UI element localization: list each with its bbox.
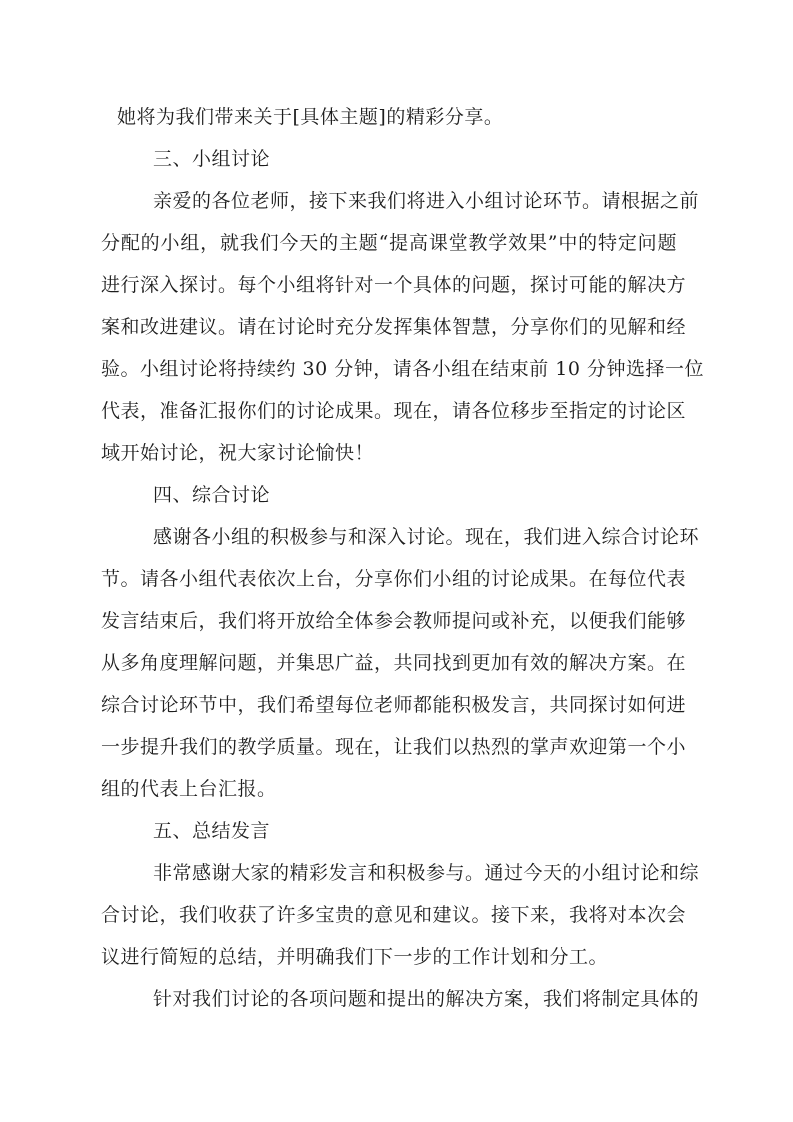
paragraph-summary	[101, 852, 700, 978]
text-line: 非常感谢大家的精彩发言和积极参与。通过今天的小组讨论和综	[153, 862, 700, 884]
text-block	[101, 96, 705, 1020]
text-line: 组的代表上台汇报。	[101, 778, 277, 800]
text-line: 议进行简短的总结，并明确我们下一步的工作计划和分工。	[101, 946, 609, 968]
text-line: 一步提升我们的教学质量。现在，让我们以热烈的掌声欢迎第一个小	[101, 736, 687, 758]
text-line: 从多角度理解问题，并集思广益，共同找到更加有效的解决方案。在	[101, 652, 687, 674]
text-line: 针对我们讨论的各项问题和提出的解决方案，我们将制定具体的	[153, 988, 700, 1010]
text-line: 三、小组讨论	[153, 148, 271, 170]
text-line: 案和改进建议。请在讨论时充分发挥集体智慧，分享你们的见解和经	[101, 316, 687, 338]
text-line: 合讨论，我们收获了许多宝贵的意见和建议。接下来，我将对本次会	[101, 904, 687, 926]
text-line: 代表，准备汇报你们的讨论成果。现在，请各位移步至指定的讨论区	[101, 400, 687, 422]
text-line: 发言结束后，我们将开放给全体参会教师提问或补充，以便我们能够	[101, 610, 687, 632]
paragraph-carryover	[101, 96, 677, 138]
text-line: 节。请各小组代表依次上台，分享你们小组的讨论成果。在每位代表	[101, 568, 687, 590]
text-line: 感谢各小组的积极参与和深入讨论。现在，我们进入综合讨论环	[153, 526, 700, 548]
text-line: 分配的小组，就我们今天的主题“提高课堂教学效果”中的特定问题	[101, 232, 677, 254]
text-line: 四、综合讨论	[153, 484, 271, 506]
text-line: 五、总结发言	[153, 820, 271, 842]
text-line: 验。小组讨论将持续约 30 分钟，请各小组在结束前 10 分钟选择一位	[101, 358, 705, 380]
heading-section-5	[101, 810, 677, 852]
text-line: 域开始讨论，祝大家讨论愉快！	[101, 442, 375, 464]
text-line: 亲爱的各位老师，接下来我们将进入小组讨论环节。请根据之前	[153, 190, 700, 212]
heading-section-3	[101, 138, 677, 180]
text-line: 综合讨论环节中，我们希望每位老师都能积极发言，共同探讨如何进	[101, 694, 687, 716]
text-line: 她将为我们带来关于[具体主题]的精彩分享。	[117, 106, 504, 128]
heading-section-4	[101, 474, 677, 516]
paragraph-plenary-discussion	[101, 516, 700, 810]
paragraph-action-plan	[101, 978, 700, 1020]
text-line: 进行深入探讨。每个小组将针对一个具体的问题，探讨可能的解决方	[101, 274, 687, 296]
paragraph-group-discussion	[101, 180, 705, 474]
